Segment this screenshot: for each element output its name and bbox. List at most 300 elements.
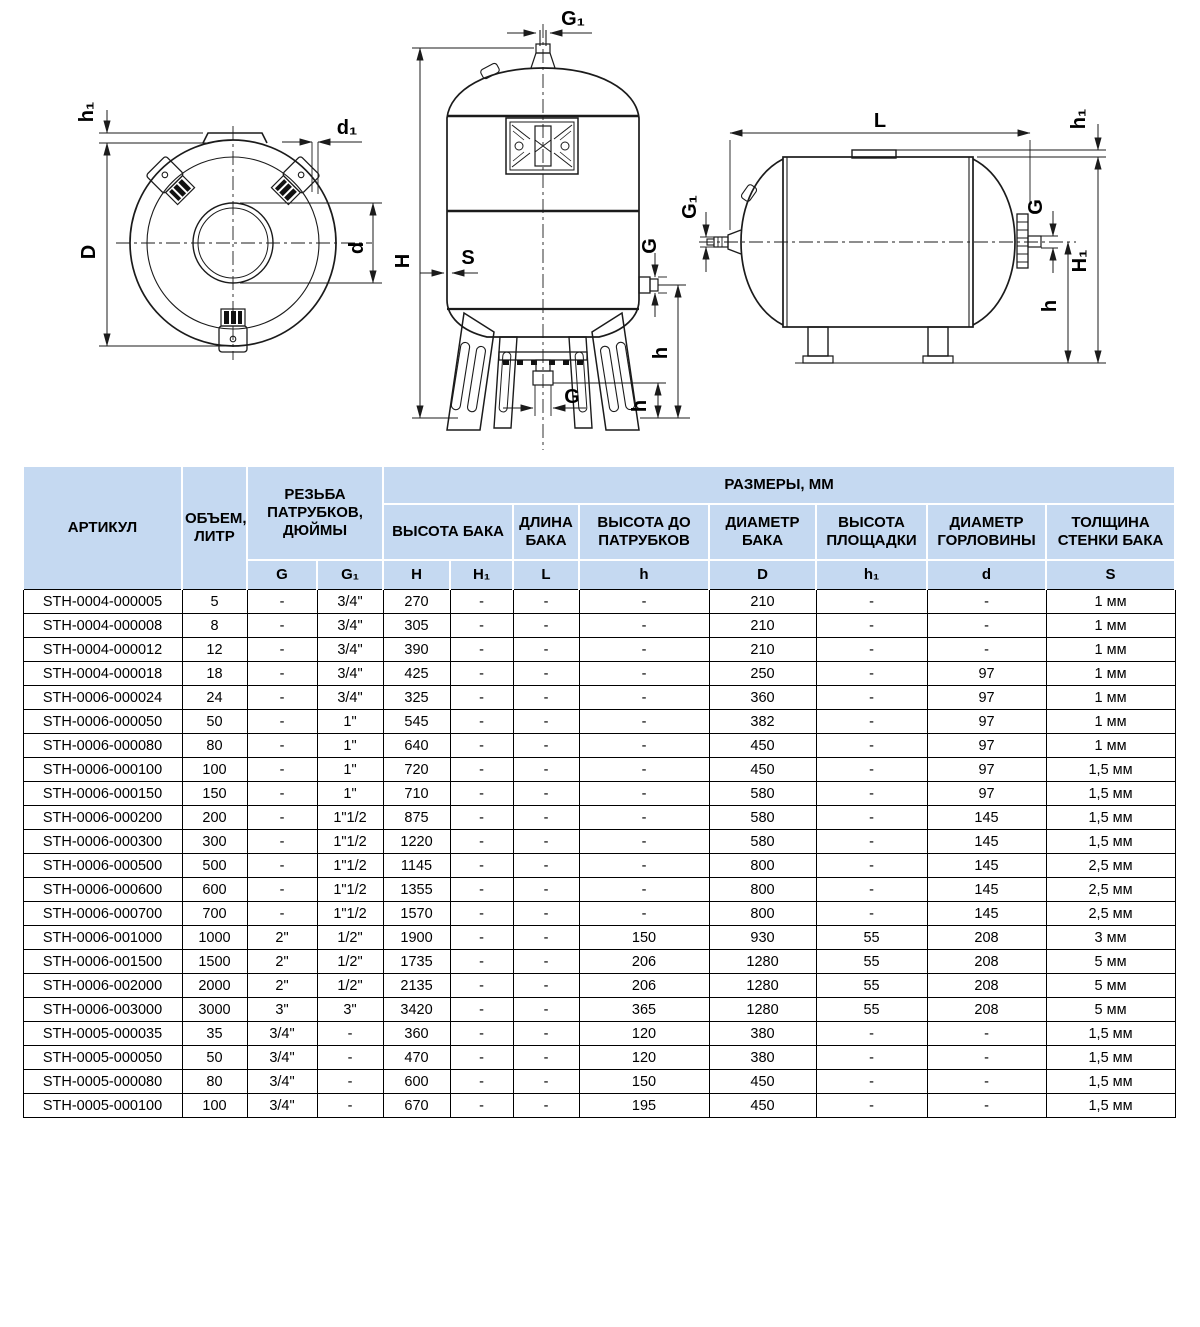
table-cell: 210 — [709, 614, 816, 638]
dim-label-S: S — [461, 247, 475, 269]
table-cell: - — [247, 638, 317, 662]
letter-header-h1: h₁ — [816, 560, 927, 590]
table-cell: - — [579, 590, 709, 614]
table-row — [23, 998, 1175, 1022]
dim-label-G-right: G — [1025, 199, 1047, 215]
table-cell: - — [513, 950, 579, 974]
table-cell: - — [816, 638, 927, 662]
table-row — [23, 734, 1175, 758]
table-cell: 50 — [182, 710, 247, 734]
table-cell: 55 — [816, 950, 927, 974]
table-cell: 3/4" — [317, 662, 383, 686]
table-cell: 3000 — [182, 998, 247, 1022]
table-cell: - — [513, 782, 579, 806]
table-cell: - — [513, 806, 579, 830]
table-cell: 2" — [247, 974, 317, 998]
table-cell: 208 — [927, 926, 1046, 950]
table-cell: 195 — [579, 1094, 709, 1118]
table-cell: 3" — [317, 998, 383, 1022]
table-cell: - — [247, 758, 317, 782]
table-cell: STH-0006-000100 — [23, 758, 182, 782]
side-view-drawing — [679, 109, 1106, 363]
table-cell: - — [513, 854, 579, 878]
table-cell: STH-0004-000005 — [23, 590, 182, 614]
dim-label-H1: H₁ — [1069, 249, 1091, 273]
table-cell: - — [247, 902, 317, 926]
table-row — [23, 902, 1175, 926]
column-group-tank-length: ДЛИНА БАКА — [513, 504, 579, 560]
table-cell: STH-0004-000018 — [23, 662, 182, 686]
table-cell: 206 — [579, 974, 709, 998]
tank-dimension-drawings — [0, 0, 1200, 462]
table-cell: - — [579, 614, 709, 638]
table-cell: 12 — [182, 638, 247, 662]
table-cell: STH-0006-000500 — [23, 854, 182, 878]
table-cell: - — [816, 830, 927, 854]
table-cell: STH-0005-000050 — [23, 1046, 182, 1070]
table-cell: STH-0006-000200 — [23, 806, 182, 830]
table-cell: 2135 — [383, 974, 450, 998]
table-cell: - — [450, 998, 513, 1022]
table-row — [23, 1070, 1175, 1094]
table-row — [23, 806, 1175, 830]
table-cell: - — [450, 830, 513, 854]
table-cell: 1"1/2 — [317, 854, 383, 878]
table-cell: - — [450, 590, 513, 614]
table-cell: STH-0006-003000 — [23, 998, 182, 1022]
dim-label-L: L — [873, 110, 887, 132]
table-row — [23, 878, 1175, 902]
table-cell: - — [816, 1046, 927, 1070]
table-cell: - — [513, 830, 579, 854]
table-cell: - — [927, 1022, 1046, 1046]
table-cell: - — [450, 686, 513, 710]
table-cell: 145 — [927, 902, 1046, 926]
table-cell: 1,5 мм — [1046, 782, 1175, 806]
table-cell: - — [579, 782, 709, 806]
table-cell: 1/2" — [317, 926, 383, 950]
table-cell: 2,5 мм — [1046, 878, 1175, 902]
table-cell: - — [450, 806, 513, 830]
table-cell: 800 — [709, 878, 816, 902]
table-cell: - — [247, 662, 317, 686]
table-cell: - — [513, 998, 579, 1022]
table-cell: - — [927, 590, 1046, 614]
table-cell: - — [579, 734, 709, 758]
table-cell: - — [927, 1094, 1046, 1118]
table-cell: 1280 — [709, 998, 816, 1022]
column-group-tank-diameter: ДИАМЕТР БАКА — [709, 504, 816, 560]
table-cell: 55 — [816, 926, 927, 950]
table-cell: - — [816, 1094, 927, 1118]
table-cell: 100 — [182, 758, 247, 782]
table-cell: STH-0006-001000 — [23, 926, 182, 950]
table-cell: 1"1/2 — [317, 806, 383, 830]
table-row — [23, 638, 1175, 662]
dim-label-G1-front: G₁ — [561, 8, 585, 30]
table-cell: 382 — [709, 710, 816, 734]
table-cell: 1145 — [383, 854, 450, 878]
table-cell: 5 — [182, 590, 247, 614]
table-cell: 1" — [317, 782, 383, 806]
table-cell: 800 — [709, 902, 816, 926]
spec-table-container — [22, 465, 1176, 1118]
table-cell: 97 — [927, 662, 1046, 686]
table-cell: 145 — [927, 806, 1046, 830]
table-cell: 208 — [927, 998, 1046, 1022]
table-cell: 305 — [383, 614, 450, 638]
table-cell: - — [247, 590, 317, 614]
table-cell: 1900 — [383, 926, 450, 950]
table-cell: 97 — [927, 734, 1046, 758]
table-cell: - — [450, 782, 513, 806]
table-cell: STH-0006-000080 — [23, 734, 182, 758]
table-cell: STH-0005-000080 — [23, 1070, 182, 1094]
table-cell: - — [450, 926, 513, 950]
table-cell: 1500 — [182, 950, 247, 974]
table-cell: - — [317, 1046, 383, 1070]
table-cell: - — [579, 854, 709, 878]
table-row — [23, 782, 1175, 806]
table-cell: 1/2" — [317, 950, 383, 974]
table-cell: 450 — [709, 1070, 816, 1094]
table-cell: 5 мм — [1046, 950, 1175, 974]
table-cell: - — [513, 926, 579, 950]
column-group-wall-thickness: ТОЛЩИНА СТЕНКИ БАКА — [1046, 504, 1175, 560]
table-cell: - — [579, 902, 709, 926]
table-cell: - — [579, 686, 709, 710]
table-cell: 210 — [709, 590, 816, 614]
column-group-height-to-ports: ВЫСОТА ДО ПАТРУБКОВ — [579, 504, 709, 560]
table-cell: - — [317, 1022, 383, 1046]
column-header-artikul: АРТИКУЛ — [23, 466, 182, 590]
table-cell: 545 — [383, 710, 450, 734]
table-cell: 360 — [709, 686, 816, 710]
table-cell: - — [816, 686, 927, 710]
table-cell: - — [816, 1070, 927, 1094]
table-cell: STH-0006-000300 — [23, 830, 182, 854]
dim-label-G-bottom: G — [564, 386, 580, 408]
table-cell: 80 — [182, 1070, 247, 1094]
table-cell: 1" — [317, 710, 383, 734]
table-cell: 120 — [579, 1022, 709, 1046]
table-cell: - — [927, 1046, 1046, 1070]
dim-label-G1-side: G₁ — [679, 195, 701, 219]
table-row — [23, 710, 1175, 734]
table-cell: - — [579, 806, 709, 830]
table-cell: 325 — [383, 686, 450, 710]
table-row — [23, 1046, 1175, 1070]
table-cell: 8 — [182, 614, 247, 638]
table-cell: - — [450, 1022, 513, 1046]
table-cell: - — [816, 590, 927, 614]
table-cell: 1,5 мм — [1046, 830, 1175, 854]
table-cell: 300 — [182, 830, 247, 854]
table-cell: - — [816, 614, 927, 638]
dim-label-d1: d₁ — [336, 117, 358, 139]
table-cell: 450 — [709, 758, 816, 782]
table-cell: 97 — [927, 758, 1046, 782]
table-cell: 1,5 мм — [1046, 1022, 1175, 1046]
table-cell: 3" — [247, 998, 317, 1022]
table-cell: STH-0005-000035 — [23, 1022, 182, 1046]
table-cell: 1355 — [383, 878, 450, 902]
table-cell: 3/4" — [247, 1094, 317, 1118]
table-cell: STH-0006-000050 — [23, 710, 182, 734]
table-cell: - — [247, 782, 317, 806]
table-row — [23, 590, 1175, 614]
table-cell: - — [450, 758, 513, 782]
letter-header-D: D — [709, 560, 816, 590]
table-cell: 1 мм — [1046, 662, 1175, 686]
table-cell: - — [816, 734, 927, 758]
table-cell: - — [450, 1094, 513, 1118]
table-cell: 1000 — [182, 926, 247, 950]
clamp-upper-right — [270, 156, 320, 206]
table-cell: - — [450, 734, 513, 758]
table-cell: 270 — [383, 590, 450, 614]
table-cell: - — [579, 758, 709, 782]
table-cell: 3/4" — [317, 686, 383, 710]
table-cell: 1,5 мм — [1046, 1046, 1175, 1070]
table-cell: 360 — [383, 1022, 450, 1046]
table-cell: - — [816, 662, 927, 686]
table-cell: - — [816, 758, 927, 782]
column-group-tank-height: ВЫСОТА БАКА — [383, 504, 513, 560]
table-cell: 210 — [709, 638, 816, 662]
table-cell: STH-0006-000150 — [23, 782, 182, 806]
table-cell: 24 — [182, 686, 247, 710]
table-cell: - — [579, 710, 709, 734]
spec-table-body — [23, 590, 1175, 1118]
table-row — [23, 758, 1175, 782]
table-cell: STH-0006-001500 — [23, 950, 182, 974]
table-cell: - — [927, 614, 1046, 638]
table-cell: - — [513, 1022, 579, 1046]
table-cell: 1"1/2 — [317, 878, 383, 902]
table-cell: 1570 — [383, 902, 450, 926]
table-cell: - — [927, 1070, 1046, 1094]
table-cell: 18 — [182, 662, 247, 686]
table-cell: - — [247, 710, 317, 734]
table-cell: 3/4" — [317, 590, 383, 614]
table-cell: 720 — [383, 758, 450, 782]
table-cell: 150 — [579, 926, 709, 950]
table-cell: STH-0006-000700 — [23, 902, 182, 926]
table-cell: - — [513, 638, 579, 662]
table-cell: - — [450, 638, 513, 662]
table-cell: 425 — [383, 662, 450, 686]
table-cell: 2" — [247, 950, 317, 974]
table-cell: - — [513, 590, 579, 614]
table-cell: - — [450, 614, 513, 638]
table-cell: 3/4" — [247, 1022, 317, 1046]
table-cell: 1"1/2 — [317, 830, 383, 854]
spec-table-header — [23, 466, 1175, 590]
table-row — [23, 950, 1175, 974]
table-cell: 120 — [579, 1046, 709, 1070]
table-cell: - — [816, 854, 927, 878]
table-cell: 580 — [709, 830, 816, 854]
table-cell: 55 — [816, 998, 927, 1022]
table-cell: 1" — [317, 734, 383, 758]
table-cell: - — [450, 1070, 513, 1094]
table-row — [23, 1022, 1175, 1046]
table-cell: 1280 — [709, 950, 816, 974]
table-cell: 208 — [927, 950, 1046, 974]
clamp-upper-left — [146, 156, 196, 206]
table-cell: 1280 — [709, 974, 816, 998]
table-cell: - — [450, 854, 513, 878]
letter-header-G: G — [247, 560, 317, 590]
dim-label-h-side: h — [650, 346, 672, 360]
top-view-drawing — [76, 102, 382, 360]
table-cell: - — [247, 830, 317, 854]
table-cell: - — [816, 878, 927, 902]
table-cell: 600 — [383, 1070, 450, 1094]
table-cell: STH-0004-000012 — [23, 638, 182, 662]
table-cell: 5 мм — [1046, 998, 1175, 1022]
table-cell: 50 — [182, 1046, 247, 1070]
table-cell: - — [513, 902, 579, 926]
table-cell: - — [513, 614, 579, 638]
letter-header-L: L — [513, 560, 579, 590]
table-cell: - — [247, 806, 317, 830]
table-cell: - — [513, 878, 579, 902]
table-cell: 580 — [709, 806, 816, 830]
table-row — [23, 926, 1175, 950]
table-cell: - — [513, 662, 579, 686]
table-cell: 470 — [383, 1046, 450, 1070]
dim-label-d: d — [346, 241, 368, 255]
dim-label-h1-top: h₁ — [76, 101, 98, 123]
table-cell: - — [513, 734, 579, 758]
table-cell: - — [816, 782, 927, 806]
table-cell: - — [450, 710, 513, 734]
table-cell: 97 — [927, 782, 1046, 806]
table-cell: - — [513, 710, 579, 734]
table-cell: 1 мм — [1046, 734, 1175, 758]
table-row — [23, 686, 1175, 710]
table-cell: - — [816, 1022, 927, 1046]
nameplate — [506, 118, 578, 174]
table-cell: 208 — [927, 974, 1046, 998]
table-cell: 500 — [182, 854, 247, 878]
spec-table — [22, 465, 1176, 1118]
table-cell: 1,5 мм — [1046, 1070, 1175, 1094]
table-cell: 640 — [383, 734, 450, 758]
table-cell: 3420 — [383, 998, 450, 1022]
table-cell: 145 — [927, 878, 1046, 902]
table-cell: 3/4" — [247, 1070, 317, 1094]
column-header-sizes: РАЗМЕРЫ, ММ — [383, 466, 1175, 504]
table-cell: - — [450, 1046, 513, 1070]
table-cell: 97 — [927, 686, 1046, 710]
table-cell: 1 мм — [1046, 686, 1175, 710]
table-cell: 35 — [182, 1022, 247, 1046]
table-cell: STH-0004-000008 — [23, 614, 182, 638]
table-cell: 100 — [182, 1094, 247, 1118]
letter-header-G1: G₁ — [317, 560, 383, 590]
dim-label-H: H — [392, 253, 414, 269]
table-row — [23, 614, 1175, 638]
table-cell: - — [247, 686, 317, 710]
table-cell: 97 — [927, 710, 1046, 734]
dim-label-h1-side: h₁ — [1068, 108, 1090, 130]
table-cell: - — [927, 638, 1046, 662]
table-cell: - — [450, 902, 513, 926]
table-cell: - — [513, 686, 579, 710]
table-cell: 1220 — [383, 830, 450, 854]
table-cell: 875 — [383, 806, 450, 830]
table-cell: - — [579, 878, 709, 902]
table-cell: 1,5 мм — [1046, 758, 1175, 782]
table-cell: 1,5 мм — [1046, 806, 1175, 830]
table-cell: - — [317, 1070, 383, 1094]
table-cell: 1 мм — [1046, 614, 1175, 638]
table-cell: - — [450, 950, 513, 974]
column-group-platform-height: ВЫСОТА ПЛОЩАДКИ — [816, 504, 927, 560]
table-cell: 2000 — [182, 974, 247, 998]
letter-header-d: d — [927, 560, 1046, 590]
table-row — [23, 974, 1175, 998]
table-cell: 1/2" — [317, 974, 383, 998]
dim-label-D: D — [78, 244, 100, 260]
table-cell: 380 — [709, 1022, 816, 1046]
table-cell: - — [247, 854, 317, 878]
table-cell: 390 — [383, 638, 450, 662]
table-cell: - — [513, 758, 579, 782]
table-cell: - — [450, 974, 513, 998]
table-cell: 450 — [709, 734, 816, 758]
table-cell: STH-0006-000600 — [23, 878, 182, 902]
column-header-volume: ОБЪЕМ, ЛИТР — [182, 466, 247, 590]
table-cell: 800 — [709, 854, 816, 878]
letter-header-h: h — [579, 560, 709, 590]
table-cell: - — [450, 878, 513, 902]
table-cell: 1"1/2 — [317, 902, 383, 926]
table-cell: - — [816, 710, 927, 734]
table-cell: - — [816, 806, 927, 830]
table-row — [23, 1094, 1175, 1118]
dim-label-h-side-view: h — [1039, 299, 1061, 313]
dim-label-G-side: G — [639, 238, 661, 254]
table-row — [23, 830, 1175, 854]
table-cell: 1 мм — [1046, 590, 1175, 614]
table-cell: 2,5 мм — [1046, 854, 1175, 878]
table-cell: 145 — [927, 854, 1046, 878]
table-cell: 200 — [182, 806, 247, 830]
table-cell: 600 — [182, 878, 247, 902]
table-cell: 380 — [709, 1046, 816, 1070]
table-cell: 5 мм — [1046, 974, 1175, 998]
table-cell: - — [317, 1094, 383, 1118]
table-cell: 2,5 мм — [1046, 902, 1175, 926]
table-cell: - — [513, 974, 579, 998]
table-cell: 150 — [579, 1070, 709, 1094]
table-cell: 365 — [579, 998, 709, 1022]
table-row — [23, 662, 1175, 686]
table-cell: - — [513, 1070, 579, 1094]
table-cell: - — [579, 830, 709, 854]
table-cell: STH-0006-000024 — [23, 686, 182, 710]
front-view-drawing — [392, 8, 690, 450]
table-cell: - — [579, 662, 709, 686]
table-cell: STH-0006-002000 — [23, 974, 182, 998]
table-cell: - — [513, 1094, 579, 1118]
table-cell: 1735 — [383, 950, 450, 974]
table-cell: - — [247, 878, 317, 902]
